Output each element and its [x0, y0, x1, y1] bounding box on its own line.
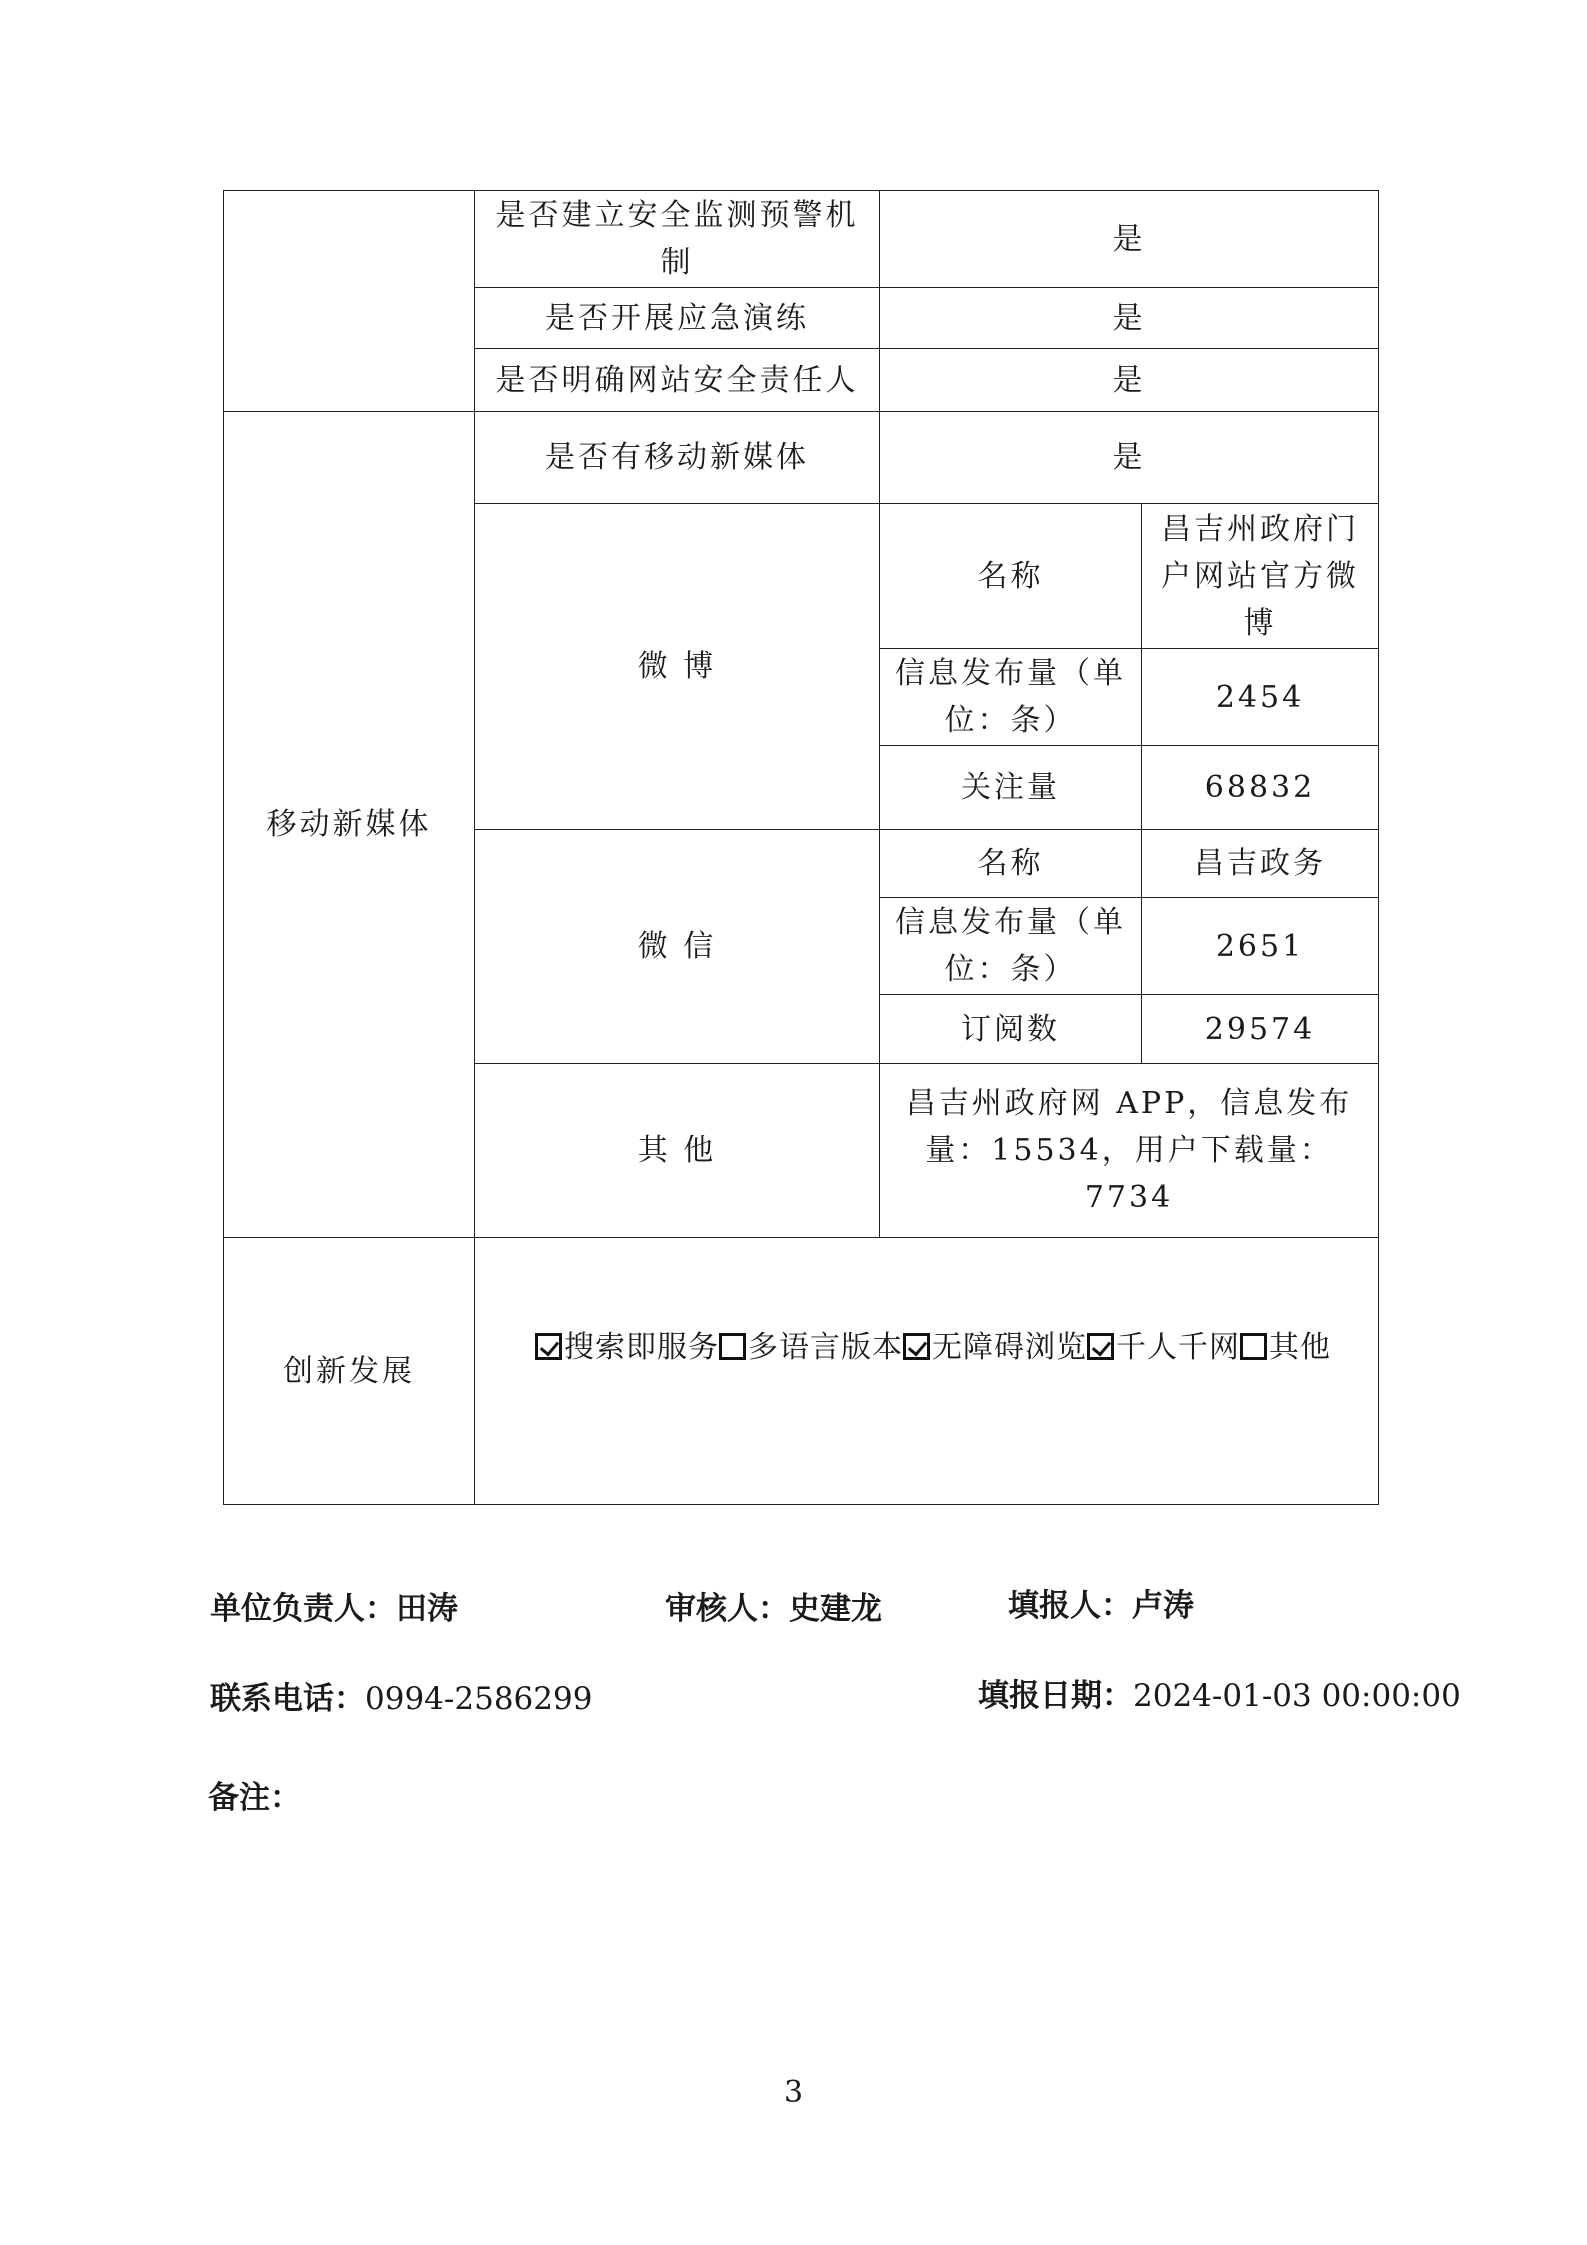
empty-box-icon — [1240, 1333, 1267, 1360]
other-media-value: 昌吉州政府网 APP，信息发布量：15534，用户下载量： 7734 — [880, 1064, 1379, 1238]
wechat-subscribe-value: 29574 — [1142, 995, 1379, 1064]
wechat-subscribe-label: 订阅数 — [880, 995, 1142, 1064]
phone: 联系电话：0994-2586299 — [210, 1681, 593, 1717]
weibo-label: 微 博 — [475, 504, 880, 830]
option-search-service[interactable]: 搜索即服务 — [535, 1330, 719, 1365]
checked-box-icon — [535, 1333, 562, 1360]
option-other[interactable]: 其他 — [1240, 1330, 1331, 1365]
innovation-label: 创新发展 — [224, 1238, 475, 1505]
filler: 填报人：卢涛 — [1008, 1588, 1194, 1624]
option-multilingual[interactable]: 多语言版本 — [719, 1330, 903, 1365]
wechat-name-value: 昌吉政务 — [1142, 830, 1379, 898]
other-media-label: 其 他 — [475, 1064, 880, 1238]
reviewer: 审核人：史建龙 — [665, 1591, 882, 1627]
security-row-value: 是 — [880, 288, 1379, 349]
has-mobile-media-label: 是否有移动新媒体 — [475, 412, 880, 504]
option-personalized[interactable]: 千人千网 — [1087, 1330, 1240, 1365]
checked-box-icon — [903, 1333, 930, 1360]
security-row-label: 是否明确网站安全责任人 — [475, 349, 880, 412]
wechat-publish-label: 信息发布量（单位：条） — [880, 898, 1142, 995]
wechat-name-label: 名称 — [880, 830, 1142, 898]
option-accessibility[interactable]: 无障碍浏览 — [903, 1330, 1087, 1365]
wechat-label: 微 信 — [475, 830, 880, 1064]
unit-head: 单位负责人：田涛 — [210, 1591, 458, 1627]
mobile-media-section-label: 移动新媒体 — [224, 412, 475, 1238]
innovation-options — [475, 1238, 1379, 1505]
security-row-value: 是 — [880, 191, 1379, 288]
page-number: 3 — [783, 2075, 804, 2110]
security-row-value: 是 — [880, 349, 1379, 412]
weibo-publish-label: 信息发布量（单位：条） — [880, 649, 1142, 746]
security-row-label: 是否开展应急演练 — [475, 288, 880, 349]
weibo-follow-label: 关注量 — [880, 746, 1142, 830]
weibo-follow-value: 68832 — [1142, 746, 1379, 830]
report-table — [223, 190, 1379, 1505]
remark-label: 备注： — [208, 1780, 301, 1816]
security-row-label: 是否建立安全监测预警机制 — [475, 191, 880, 288]
has-mobile-media-value: 是 — [880, 412, 1379, 504]
weibo-name-value: 昌吉州政府门户网站官方微博 — [1142, 504, 1379, 649]
weibo-name-label: 名称 — [880, 504, 1142, 649]
empty-box-icon — [719, 1333, 746, 1360]
checked-box-icon — [1087, 1333, 1114, 1360]
weibo-publish-value: 2454 — [1142, 649, 1379, 746]
wechat-publish-value: 2651 — [1142, 898, 1379, 995]
fill-date: 填报日期：2024-01-03 00:00:00 — [978, 1678, 1461, 1714]
security-section-cell — [224, 191, 475, 412]
